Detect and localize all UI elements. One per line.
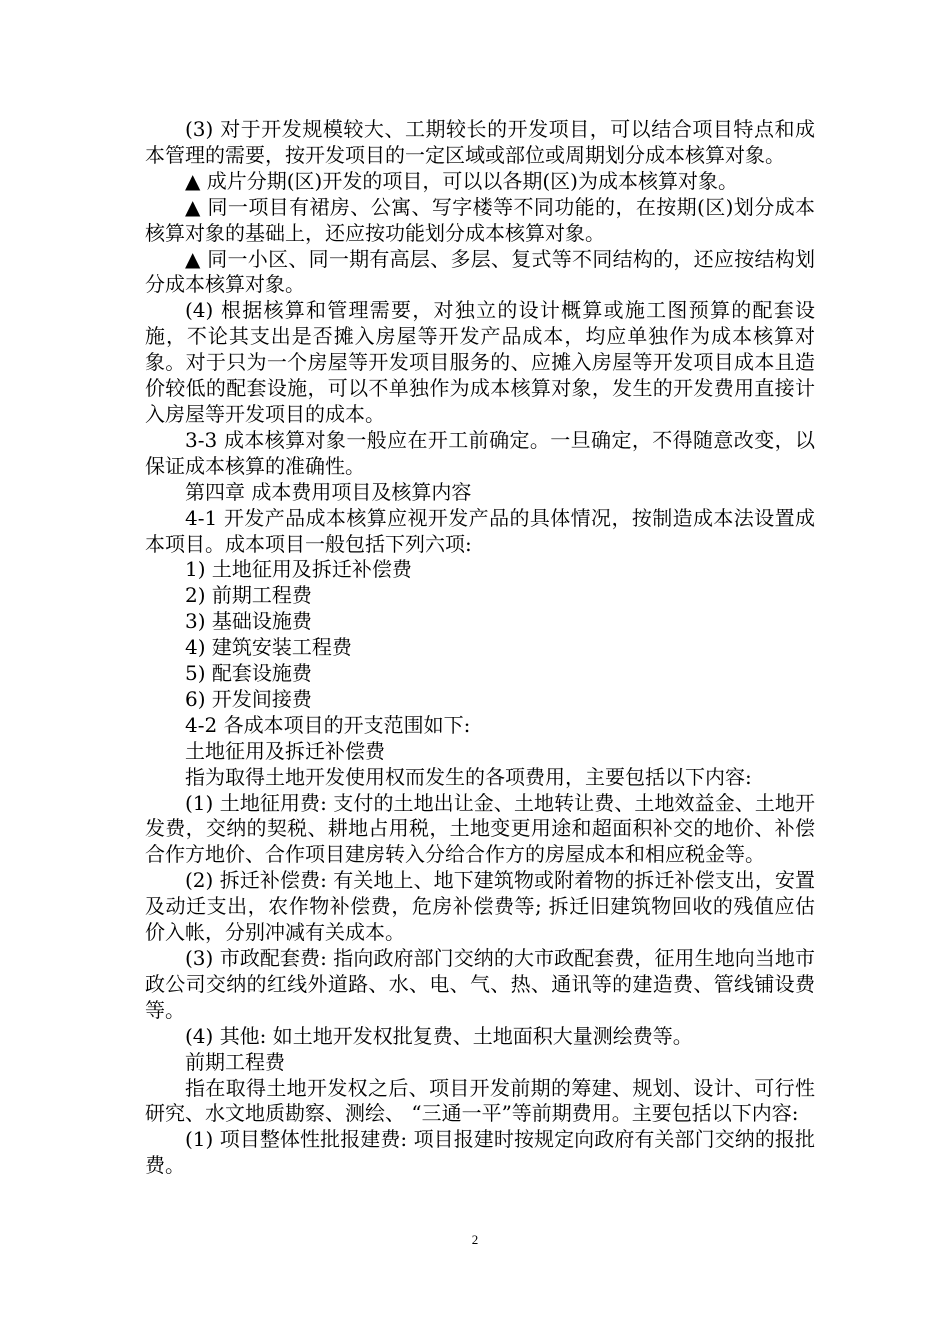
section-heading: 土地征用及拆迁补偿费 — [185, 738, 385, 763]
chapter-heading: 第四章 成本费用项目及核算内容 — [185, 479, 472, 504]
paragraph: (4) 根据核算和管理需要，对独立的设计概算或施工图预算的配套设施，不论其支出是否摊入房屋等开发产品成本，均应单独作为成本核算对象。对于只为一个房屋等开发项目服务的、应摊入房屋等开发项目成本且造价较低的配套设施，可以不单独作为成本核算对象，发生的开发费用直接计入房屋等开发项目的成本。 — [145, 298, 815, 426]
list-item: 1) 土地征用及拆迁补偿费 — [185, 557, 412, 582]
section-heading: 前期工程费 — [185, 1049, 285, 1074]
list-item: 3) 基础设施费 — [185, 609, 312, 634]
paragraph: 4-2 各成本项目的开支范围如下: — [185, 712, 471, 737]
list-item: 2) 前期工程费 — [185, 583, 312, 608]
list-item: 4) 建筑安装工程费 — [185, 635, 352, 660]
paragraph: (2) 拆迁补偿费: 有关地上、地下建筑物或附着物的拆迁补偿支出，安置及动迁支出，农作物补偿费，危房补偿费等; 拆迁旧建筑物回收的残值应估价入帐，分别冲减有关成本。 — [145, 868, 815, 945]
paragraph: ▲ 成片分期(区)开发的项目，可以以各期(区)为成本核算对象。 — [185, 168, 738, 193]
paragraph: (1) 项目整体性批报建费: 项目报建时按规定向政府有关部门交纳的报批费。 — [145, 1127, 815, 1178]
paragraph: 指为取得土地开发使用权而发生的各项费用，主要包括以下内容: — [185, 764, 752, 789]
list-item: 5) 配套设施费 — [185, 661, 312, 686]
paragraph: (3) 对于开发规模较大、工期较长的开发项目，可以结合项目特点和成本管理的需要，按开发项目的一定区域或部位或周期划分成本核算对象。 — [145, 117, 815, 167]
document-body — [145, 117, 815, 1179]
paragraph: 指在取得土地开发权之后、项目开发前期的筹建、规划、设计、可行性研究、水文地质勘察、测绘、 “三通一平”等前期费用。主要包括以下内容: — [145, 1075, 815, 1126]
paragraph: ▲ 同一项目有裙房、公寓、写字楼等不同功能的，在按期(区)划分成本核算对象的基础上，还应按功能划分成本核算对象。 — [145, 194, 815, 245]
paragraph: (4) 其他: 如土地开发权批复费、土地面积大量测绘费等。 — [185, 1023, 693, 1048]
page-number: 2 — [471, 1232, 479, 1247]
paragraph: (1) 土地征用费: 支付的土地出让金、土地转让费、土地效益金、土地开发费，交纳的契税、耕地占用税，土地变更用途和超面积补交的地价、补偿合作方地价、合作项目建房转入分给合作方的房屋成本和相应税金等。 — [145, 790, 815, 867]
paragraph: ▲ 同一小区、同一期有高层、多层、复式等不同结构的，还应按结构划分成本核算对象。 — [145, 246, 815, 297]
paragraph: 3-3 成本核算对象一般应在开工前确定。一旦确定，不得随意改变，以保证成本核算的准确性。 — [145, 427, 815, 478]
list-item: 6) 开发间接费 — [185, 686, 312, 711]
paragraph: (3) 市政配套费: 指向政府部门交纳的大市政配套费，征用生地向当地市政公司交纳的红线外道路、水、电、气、热、通讯等的建造费、管线铺设费等。 — [145, 946, 815, 1022]
paragraph: 4-1 开发产品成本核算应视开发产品的具体情况，按制造成本法设置成本项目。成本项目一般包括下列六项: — [145, 505, 815, 556]
